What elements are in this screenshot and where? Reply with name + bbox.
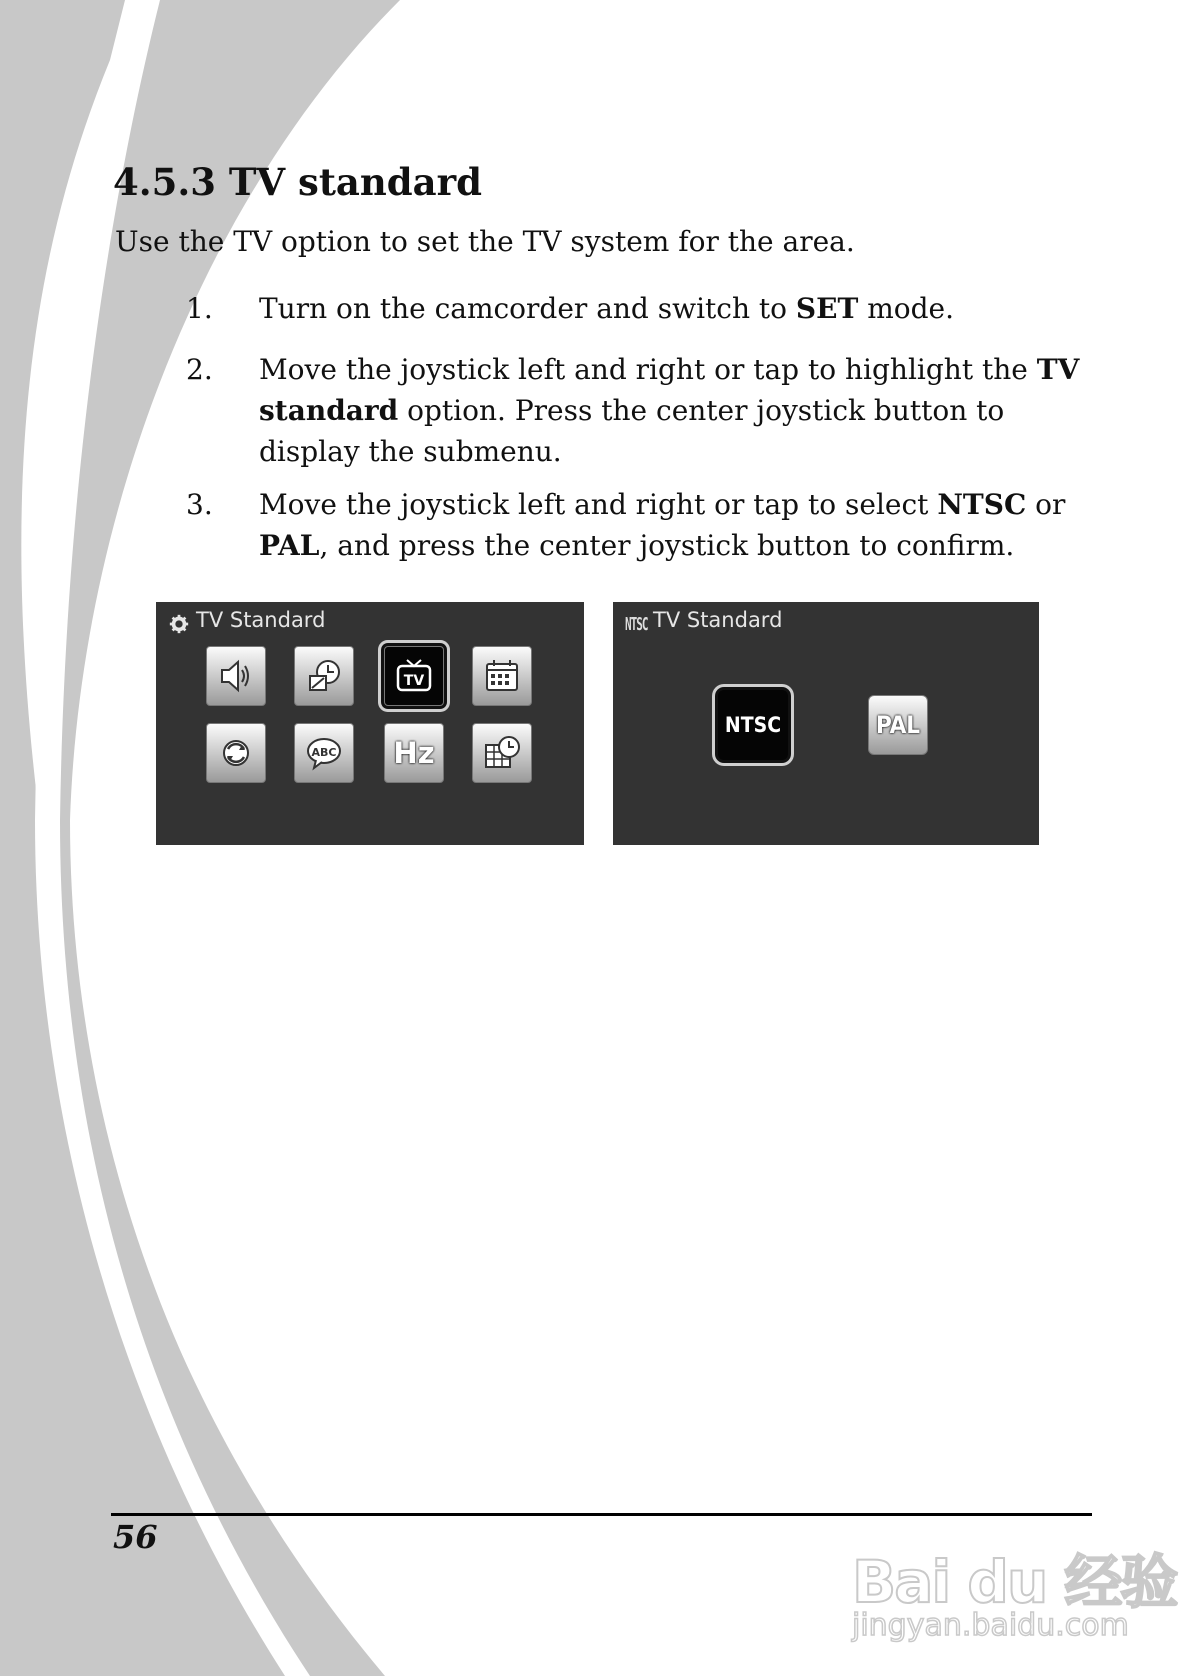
step-text bbox=[259, 349, 1089, 472]
section-heading: 4.5.3 TV standard bbox=[113, 160, 483, 204]
step-number: 1. bbox=[186, 292, 213, 325]
speaker-icon[interactable] bbox=[206, 646, 266, 706]
step-number: 3. bbox=[186, 488, 213, 521]
step-text-bold: NTSC bbox=[937, 488, 1027, 521]
step-text-run: Move the joystick left and right or tap to highlight the bbox=[259, 353, 1037, 386]
step-text-bold: SET bbox=[795, 292, 859, 325]
step-text-run: or bbox=[1026, 488, 1066, 521]
step-text-run: Move the joystick left and right or tap to select bbox=[259, 488, 938, 521]
watermark-url: jingyan.baidu.com bbox=[852, 1608, 1129, 1643]
screen-title: TV Standard bbox=[196, 608, 326, 632]
pal-option[interactable]: PAL bbox=[868, 695, 928, 755]
step-number: 2. bbox=[186, 353, 213, 386]
step-text-run: Turn on the camcorder and switch to bbox=[259, 292, 796, 325]
tv-icon-label: TV bbox=[403, 673, 425, 689]
auto-power-off-icon[interactable] bbox=[294, 646, 354, 706]
ntsc-option[interactable]: NTSC bbox=[718, 690, 788, 760]
settings-menu-screenshot bbox=[156, 602, 584, 845]
gear-icon bbox=[168, 613, 190, 635]
page-number: 56 bbox=[113, 1518, 158, 1556]
step-text-run: mode. bbox=[858, 292, 955, 325]
tv-icon[interactable] bbox=[384, 646, 444, 706]
language-icon[interactable] bbox=[294, 723, 354, 783]
footer-rule bbox=[111, 1513, 1092, 1516]
step-text-run: , and press the center joystick button to confirm. bbox=[319, 529, 1015, 562]
step-text-bold: TV standard bbox=[259, 353, 1080, 427]
reset-icon[interactable] bbox=[206, 723, 266, 783]
hz-label: Hz bbox=[393, 736, 435, 770]
intro-text: Use the TV option to set the TV system for the area. bbox=[115, 225, 855, 258]
datestamp-icon[interactable] bbox=[472, 646, 532, 706]
hz-icon[interactable] bbox=[384, 723, 444, 783]
date-time-icon[interactable] bbox=[472, 723, 532, 783]
step-text bbox=[259, 288, 1089, 329]
step-text-run: option. Press the center joystick button to display the submenu. bbox=[259, 394, 1005, 468]
step-text-bold: PAL bbox=[259, 529, 320, 562]
watermark-logo: Bai du 经验 bbox=[852, 1548, 1177, 1616]
language-icon-label: ABC bbox=[311, 746, 337, 759]
ntsc-icon: NTSC bbox=[625, 614, 648, 635]
screen-title: TV Standard bbox=[653, 608, 783, 632]
step-text bbox=[259, 484, 1089, 566]
tv-standard-submenu-screenshot bbox=[613, 602, 1039, 845]
